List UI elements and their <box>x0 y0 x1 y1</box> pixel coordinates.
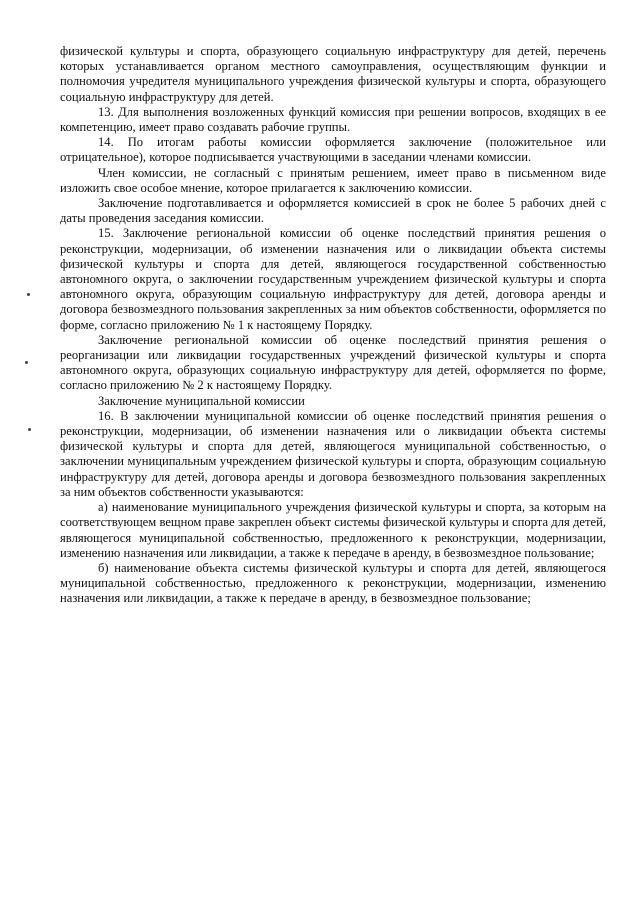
scan-mark <box>25 361 28 364</box>
paragraph-continuation: физической культуры и спорта, образующего социальную инфраструктуру для детей, перечень которых устанавливается органом местного самоуправления, осуществляющим функции и полномочия учредителя муниципального учреждения физической культуры и спорта, образующего социальную инфраструктуру для детей. <box>60 44 606 104</box>
paragraph-14: 14. По итогам работы комиссии оформляется заключение (положительное или отрицательное), которое подписывается участвующими в заседании членами комиссии. <box>60 135 606 165</box>
paragraph-16: 16. В заключении муниципальной комиссии об оценке последствий принятия решения о реконструкции, модернизации, об изменении назначения или о ликвидации объекта системы физической культуры и спорта для детей, являющегося муниципальной собственностью, о заключении муниципальным учреждением физической культуры и спорта, образующим социальную инфраструктуру для детей, договора аренды и договора безвозмездного пользования закрепленных за ним объектов собственности указываются: <box>60 408 606 499</box>
paragraph-15-reorg: Заключение региональной комиссии об оценке последствий принятия решения о реорганизации или ликвидации государственных учреждений физической культуры и спорта автономного округа, образующих социальную инфраструктуру для детей, оформляется по форме, согласно приложению № 2 к настоящему Порядку. <box>60 332 606 393</box>
section-heading-municipal: Заключение муниципальной комиссии <box>98 393 305 408</box>
paragraph-16b: б) наименование объекта системы физической культуры и спорта для детей, являющегося муниципальной собственностью, предложенного к реконструкции, модернизации, изменению назначения или ликвидации, а также к передаче в аренду, в безвозмездное пользование; <box>60 560 606 606</box>
paragraph-dissent: Член комиссии, не согласный с принятым решением, имеет право в письменном виде изложить свое особое мнение, которое прилагается к заключению комиссии. <box>60 165 606 195</box>
scan-mark <box>27 293 30 296</box>
scan-mark <box>28 428 31 431</box>
paragraph-deadline: Заключение подготавливается и оформляется комиссией в срок не более 5 рабочих дней с даты проведения заседания комиссии. <box>60 196 606 226</box>
paragraph-13: 13. Для выполнения возложенных функций комиссия при решении вопросов, входящих в ее компетенцию, имеет право создавать рабочие группы. <box>60 104 606 135</box>
paragraph-15: 15. Заключение региональной комиссии об оценке последствий принятия решения о реконструкции, модернизации, об изменении назначения или о ликвидации объекта системы физической культуры и спорта для детей, являющегося государственной собственностью автономного округа, о заключении государственным учреждением физической культуры и спорта автономного округа, образующим социальную инфраструктуру для детей, договора аренды и договора безвозмездного пользования закрепленных за ним объектов собственности, оформляется по форме, согласно приложению № 1 к настоящему Порядку. <box>60 226 606 332</box>
paragraph-16a: а) наименование муниципального учреждения физической культуры и спорта, за которым на соответствующем вещном праве закреплен объект системы физической культуры и спорта для детей, являющегося муниципальной собственностью, предложенного к реконструкции, модернизации, изменению назначения или ликвидации, а также к передаче в аренду, в безвозмездное пользование; <box>60 500 606 560</box>
document-page <box>60 44 606 607</box>
